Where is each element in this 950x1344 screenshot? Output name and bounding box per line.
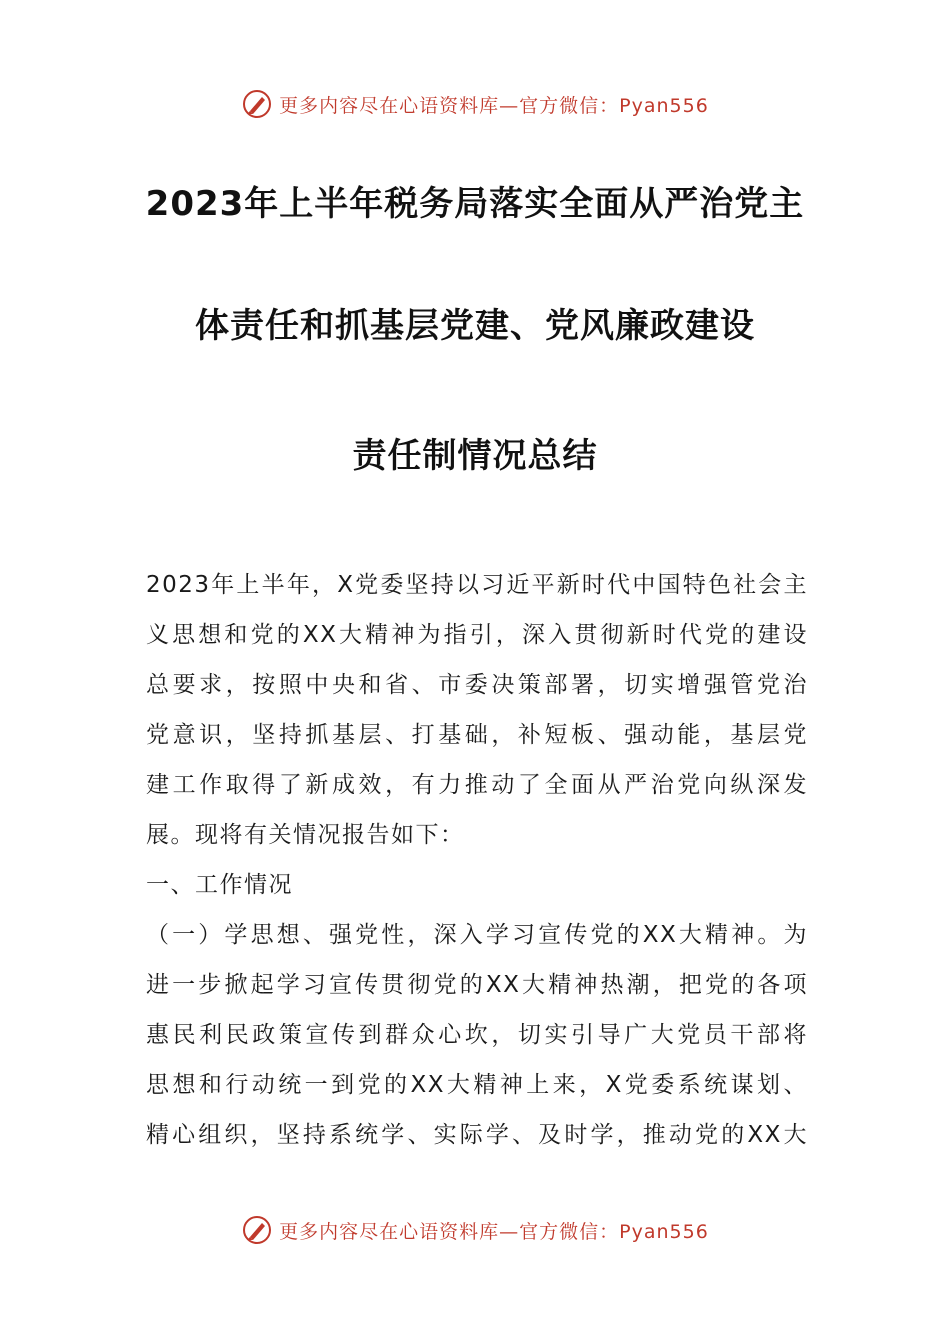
footer-watermark [0, 1212, 950, 1248]
watermark-wechat-id: Pyan556 [619, 1220, 709, 1243]
document-body [146, 560, 808, 1160]
body-line: 义思想和党的XX大精神为指引，深入贯彻新时代党的建设 [146, 622, 808, 648]
document-title-line-3: 责任制情况总结 [352, 436, 598, 476]
document-title-line-2: 体责任和抓基层党建、党风廉政建设 [195, 306, 755, 346]
document-title-line-1: 2023年上半年税务局落实全面从严治党主 [145, 184, 805, 224]
body-line: 展。现将有关情况报告如下： [146, 822, 465, 848]
watermark-text: 更多内容尽在心语资料库—官方微信：Pyan556 [279, 94, 709, 117]
body-line: 进一步掀起学习宣传贯彻党的XX大精神热潮，把党的各项 [146, 972, 808, 998]
pen-logo-icon [241, 88, 273, 120]
body-line: 思想和行动统一到党的XX大精神上来，X党委系统谋划、 [146, 1072, 808, 1098]
body-line: 惠民利民政策宣传到群众心坎，切实引导广大党员干部将 [146, 1022, 808, 1048]
section-heading: 一、工作情况 [146, 872, 293, 898]
body-line: 2023年上半年，X党委坚持以习近平新时代中国特色社会主 [146, 572, 808, 598]
header-watermark [0, 86, 950, 122]
watermark-wechat-id: Pyan556 [619, 94, 709, 117]
body-line: （一）学思想、强党性，深入学习宣传党的XX大精神。为 [146, 922, 808, 948]
body-line: 精心组织，坚持系统学、实际学、及时学，推动党的XX大 [146, 1122, 808, 1148]
body-line: 建工作取得了新成效，有力推动了全面从严治党向纵深发 [146, 772, 808, 798]
body-line: 总要求，按照中央和省、市委决策部署，切实增强管党治 [146, 672, 808, 698]
watermark-text: 更多内容尽在心语资料库—官方微信：Pyan556 [279, 1220, 709, 1243]
pen-logo-icon [241, 1214, 273, 1246]
body-line: 党意识，坚持抓基层、打基础，补短板、强动能，基层党 [146, 722, 808, 748]
